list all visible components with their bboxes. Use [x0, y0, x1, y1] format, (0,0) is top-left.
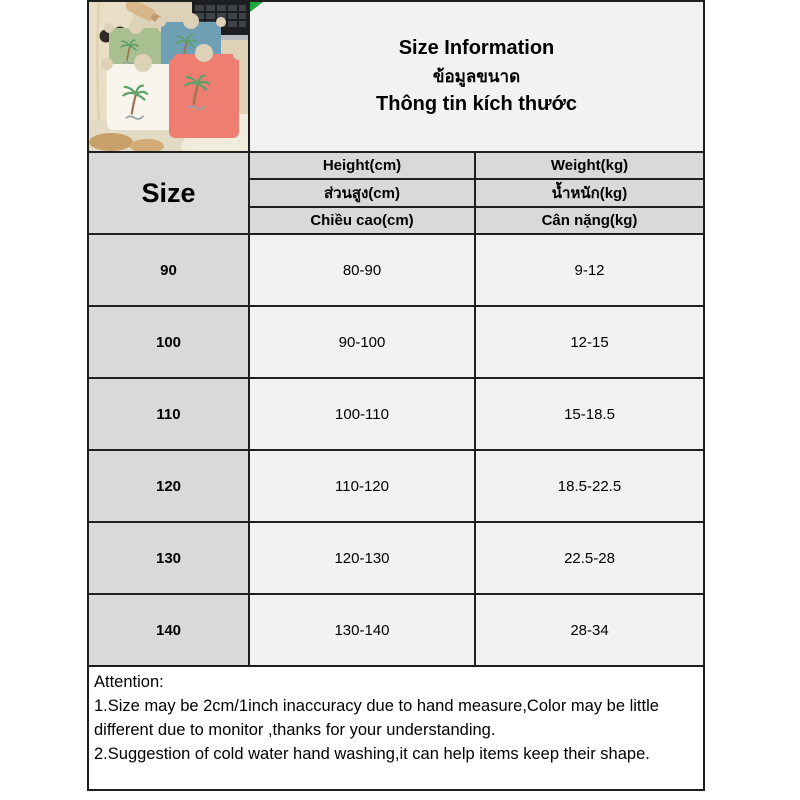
weight-value: 22.5-28: [476, 523, 703, 593]
weight-value: 15-18.5: [476, 379, 703, 449]
table-row: [89, 523, 703, 593]
size-value: 130: [89, 523, 248, 593]
size-info-title-block: [250, 2, 703, 151]
table-row: [89, 235, 703, 305]
height-value: 130-140: [250, 595, 474, 665]
size-value: 120: [89, 451, 248, 521]
green-corner-marker: [250, 2, 263, 12]
product-photo: [89, 2, 248, 151]
header-grid: [250, 153, 703, 233]
height-value: 80-90: [250, 235, 474, 305]
table-row: [89, 595, 703, 665]
height-value: 90-100: [250, 307, 474, 377]
title-vietnamese: Thông tin kích thước: [376, 93, 577, 115]
height-value: 120-130: [250, 523, 474, 593]
attention-label: Attention:: [94, 673, 164, 691]
height-value: 100-110: [250, 379, 474, 449]
size-value: 100: [89, 307, 248, 377]
size-value: 110: [89, 379, 248, 449]
top-band: [89, 2, 703, 151]
attention-note: [89, 667, 703, 789]
weight-value: 28-34: [476, 595, 703, 665]
product-photo-illustration: [89, 2, 248, 151]
weight-value: 18.5-22.5: [476, 451, 703, 521]
title-english: Size Information: [398, 37, 555, 59]
size-chart-sheet: [87, 0, 705, 791]
table-header: [89, 153, 703, 233]
attention-line-2: 2.Suggestion of cold water hand washing,it can help items keep their shape.: [94, 745, 650, 763]
weight-value: 9-12: [476, 235, 703, 305]
height-header-th: ส่วนสูง(cm): [250, 180, 474, 205]
title-thai: ข้อมูลขนาด: [432, 67, 521, 86]
weight-value: 12-15: [476, 307, 703, 377]
height-value: 110-120: [250, 451, 474, 521]
size-value: 140: [89, 595, 248, 665]
size-column-header: Size: [89, 153, 248, 233]
height-header-vi: Chiều cao(cm): [250, 208, 474, 233]
table-row: [89, 451, 703, 521]
height-header-en: Height(cm): [250, 153, 474, 178]
attention-line-1: 1.Size may be 2cm/1inch inaccuracy due to hand measure,Color may be little different due to monitor ,thanks for your understanding.: [94, 697, 659, 739]
weight-header-en: Weight(kg): [476, 153, 703, 178]
weight-header-vi: Cân nặng(kg): [476, 208, 703, 233]
weight-header-th: น้ำหนัก(kg): [476, 180, 703, 205]
size-value: 90: [89, 235, 248, 305]
table-row: [89, 379, 703, 449]
table-row: [89, 307, 703, 377]
